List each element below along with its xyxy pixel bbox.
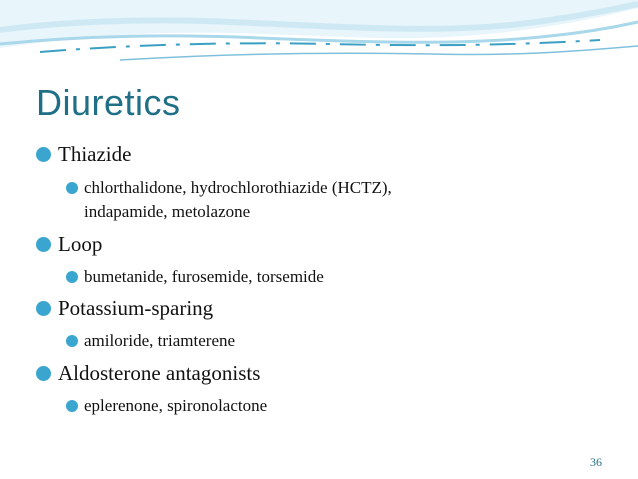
list-item-aldosterone-antagonists — [36, 361, 260, 386]
bullet-dot-icon — [66, 335, 78, 347]
bullet-dot-icon — [36, 301, 51, 316]
sub-item-text: bumetanide, furosemide, torsemide — [84, 267, 324, 286]
sub-list-item — [66, 396, 267, 416]
sub-item-text: chlorthalidone, hydrochlorothiazide (HCTZ), — [84, 178, 392, 197]
sub-item-text: amiloride, triamterene — [84, 331, 236, 350]
slide-title: Diuretics — [36, 82, 181, 123]
list-item-label: Loop — [58, 232, 103, 256]
bullet-dot-icon — [66, 182, 78, 194]
list-item-loop — [36, 232, 102, 257]
list-item-potassium-sparing — [36, 296, 213, 321]
list-item-label: Aldosterone antagonists — [58, 361, 261, 385]
sub-list-item — [66, 178, 392, 198]
list-item-label: Thiazide — [58, 142, 132, 166]
bullet-dot-icon — [66, 400, 78, 412]
sub-item-continuation: indapamide, metolazone — [84, 202, 251, 221]
bullet-dot-icon — [36, 237, 51, 252]
bullet-dot-icon — [66, 271, 78, 283]
sub-list-item — [66, 331, 235, 351]
list-item-thiazide — [36, 142, 131, 167]
bullet-dot-icon — [36, 147, 51, 162]
bullet-dot-icon — [36, 366, 51, 381]
list-item-label: Potassium-sparing — [58, 296, 214, 320]
sub-item-text: eplerenone, spironolactone — [84, 396, 268, 415]
sub-list-item — [66, 267, 324, 287]
page-number: 36 — [590, 455, 602, 469]
